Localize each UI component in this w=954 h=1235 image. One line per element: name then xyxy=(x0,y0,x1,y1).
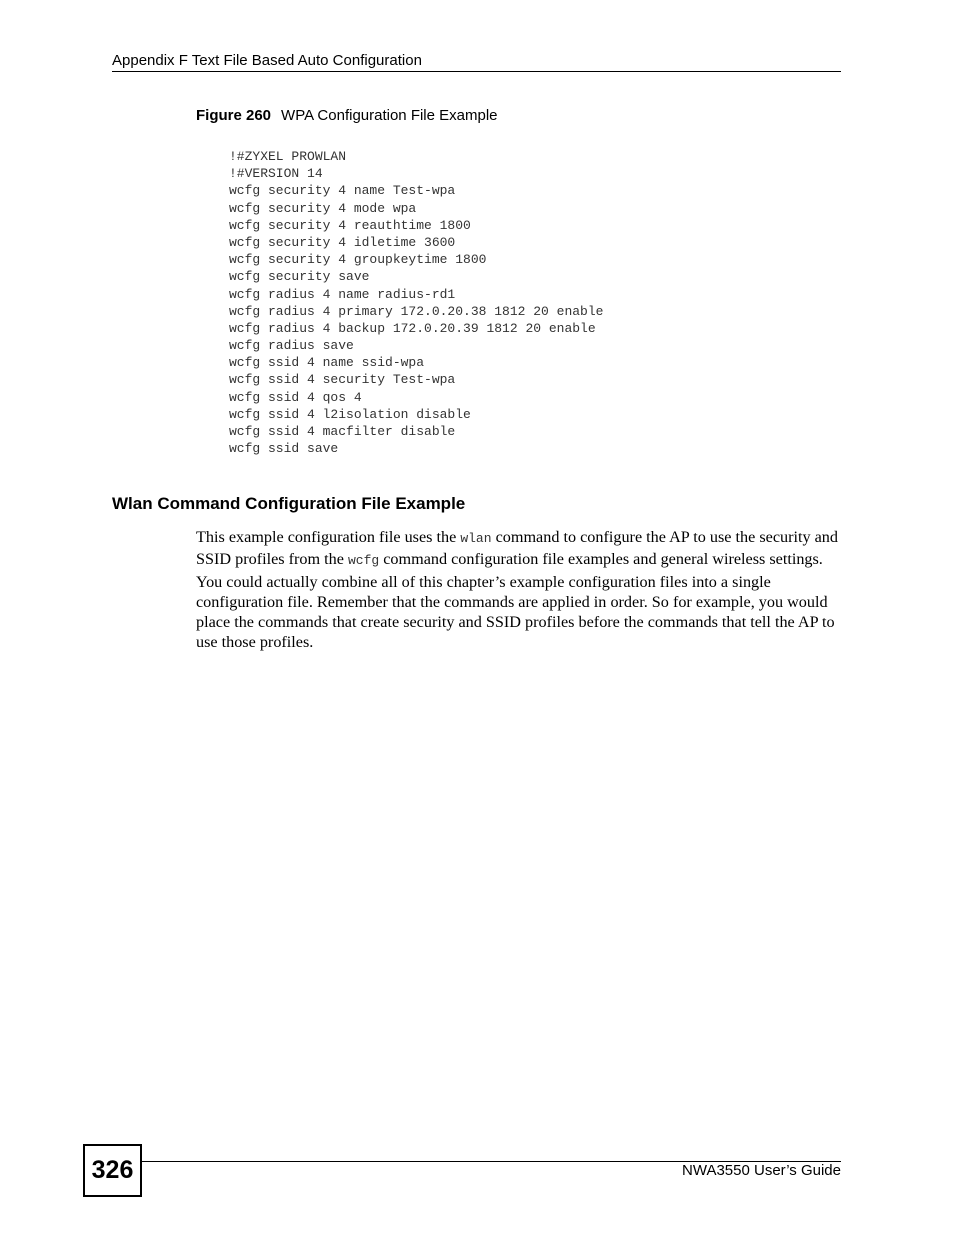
paragraph-text: This example configuration file uses the xyxy=(196,528,461,546)
body-paragraph xyxy=(196,527,844,653)
code-line: wcfg radius save xyxy=(229,338,354,354)
code-line: wcfg ssid 4 qos 4 xyxy=(229,389,362,405)
code-line: wcfg security 4 name Test-wpa xyxy=(229,183,456,199)
figure-label: Figure 260 xyxy=(196,107,272,124)
inline-code-wcfg: wcfg xyxy=(347,553,380,569)
footer-guide-title: NWA3550 User’s Guide xyxy=(682,1162,841,1179)
figure-caption xyxy=(196,107,498,124)
code-line: wcfg security 4 idletime 3600 xyxy=(229,234,456,250)
code-line: wcfg ssid save xyxy=(229,441,339,457)
paragraph-text: command configuration file examples and general wireless settings. You could actually combine all of this chapter’s example configuration files into a single configuration file. Remember that the commands are applied in order. So for example, you would place the commands that create security and SSID profiles before the commands that tell the AP to use those profiles. xyxy=(196,550,835,652)
code-line: wcfg security 4 groupkeytime 1800 xyxy=(229,252,487,268)
code-line: !#ZYXEL PROWLAN xyxy=(229,149,347,164)
code-line: wcfg security save xyxy=(229,269,370,285)
code-line: wcfg radius 4 name radius-rd1 xyxy=(229,286,456,302)
code-block xyxy=(229,148,603,457)
code-line: wcfg security 4 reauthtime 1800 xyxy=(229,217,471,233)
section-heading: Wlan Command Configuration File Example xyxy=(112,494,466,513)
code-line: wcfg ssid 4 security Test-wpa xyxy=(229,372,456,388)
figure-title: WPA Configuration File Example xyxy=(281,107,498,124)
code-line: wcfg ssid 4 l2isolation disable xyxy=(229,406,471,422)
code-line: wcfg radius 4 primary 172.0.20.38 1812 20 enable xyxy=(229,303,604,319)
code-line: wcfg radius 4 backup 172.0.20.39 1812 20 enable xyxy=(229,320,596,336)
code-line: wcfg ssid 4 macfilter disable xyxy=(229,424,456,439)
page-header xyxy=(112,51,841,72)
paragraph-text: command to configure the AP to use the security and SSID profiles from the xyxy=(196,528,838,569)
code-line: wcfg ssid 4 name ssid-wpa xyxy=(229,355,425,371)
page-number: 326 xyxy=(83,1144,142,1197)
code-line: !#VERSION 14 xyxy=(229,166,323,182)
inline-code-wlan: wlan xyxy=(460,531,492,546)
header-title: Appendix F Text File Based Auto Configuration xyxy=(112,52,422,69)
code-line: wcfg security 4 mode wpa xyxy=(229,200,417,216)
